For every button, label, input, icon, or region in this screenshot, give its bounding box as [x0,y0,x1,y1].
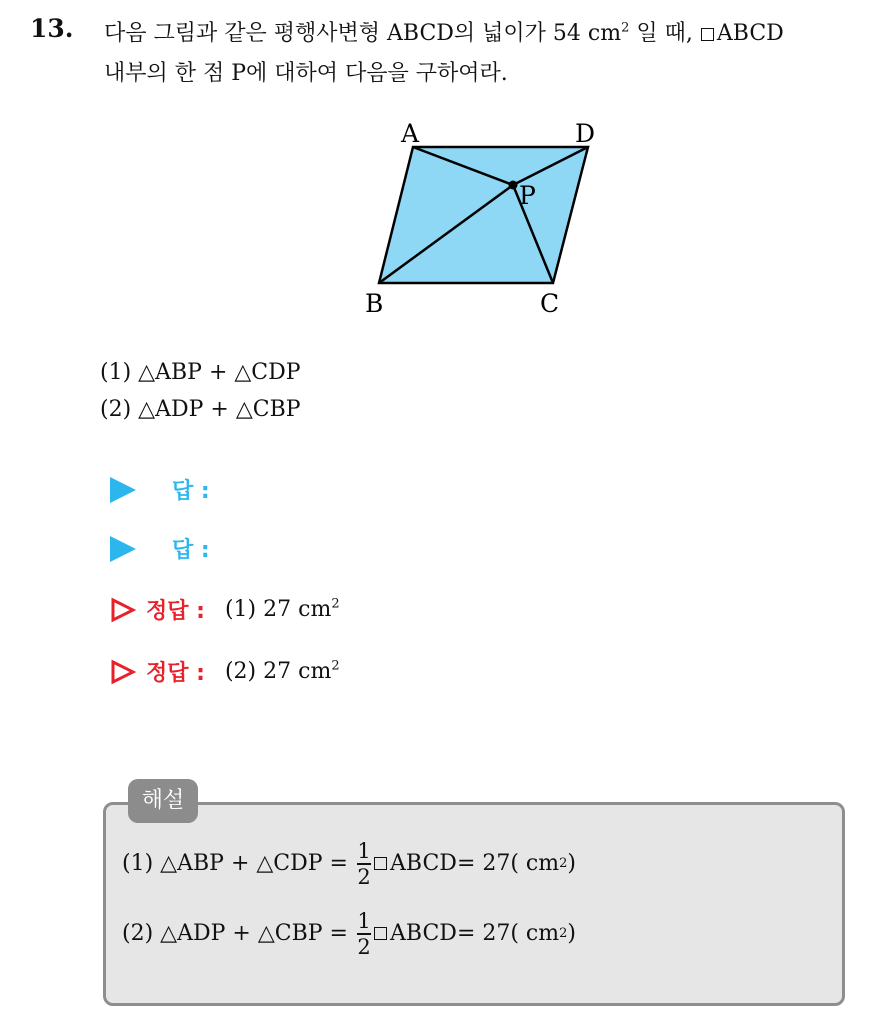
answer-label-2: 답 : [172,538,210,563]
explanation-lhs-1: △ABP + △CDP = [160,851,348,877]
fraction-half [357,840,371,888]
correct-answer-label-1: 정답 : [146,599,205,624]
answer-row-2[interactable] [110,533,210,564]
label-b: B [365,289,384,318]
parallelogram-figure [355,110,615,325]
label-p: P [519,181,536,210]
correct-answer-value-1 [225,597,340,622]
explanation-rhs-1: = 27( cm [456,851,560,877]
subquestion-1 [100,360,301,385]
explanation-tag: 해설 [128,779,198,823]
fraction-numerator: 1 [357,839,371,863]
correct-answer-value-2 [225,659,340,684]
fraction-denominator: 2 [357,864,371,889]
correct-answer-num-2: (2) [224,659,257,684]
parallelogram-shape [379,147,588,283]
parallelogram-symbol [701,28,714,41]
play-arrow-icon [110,477,136,503]
subquestion-2-num: (2) [100,397,132,422]
question-parallelogram-name: ABCD [716,21,784,46]
explanation-rhs-2: = 27( cm [456,921,560,947]
correct-answer-row-2 [110,656,340,687]
explanation-parallelogram-1: ABCD [390,851,457,877]
answer-label-1: 답 : [172,479,210,504]
fraction-numerator: 1 [357,909,371,933]
play-arrow-icon [110,536,136,562]
explanation-lhs-2: △ADP + △CBP = [160,921,348,947]
point-p [509,181,518,190]
explanation-num-2: (2) [122,921,154,947]
question-line-1-tail: 일 때, [629,21,700,46]
fraction-half [357,910,371,958]
subquestion-1-expr: △ABP + △CDP [138,360,301,385]
answer-row-1[interactable] [110,474,210,505]
correct-answer-num-1: (1) [224,597,257,622]
label-d: D [575,119,596,148]
correct-answer-label-2: 정답 : [146,661,205,686]
explanation-end-2: ) [567,921,576,947]
question-unit-sup: 2 [621,20,630,36]
subquestion-2-expr: △ADP + △CBP [138,397,301,422]
explanation-box [103,802,845,1006]
question-text [104,14,874,94]
explanation-line-2: (2) △ADP + △CBP = $\frac{1}{2}$ ABCD = 27( cm 2 ) [122,909,576,959]
explanation-end-1: ) [567,851,576,877]
question-line-1-main: 다음 그림과 같은 평행사변형 ABCD의 넓이가 54 cm [104,21,622,46]
question-line-1 [104,14,874,54]
explanation-line-1: (1) △ABP + △CDP = $\frac{1}{2}$ ABCD = 27( cm 2 ) [122,839,576,889]
label-c: C [540,289,560,318]
question-number: 13. [30,14,74,43]
correct-answer-sup-2: 2 [331,658,340,674]
parallelogram-symbol [374,927,387,940]
explanation-num-1: (1) [122,851,154,877]
parallelogram-symbol [374,857,387,870]
subquestion-2 [100,397,301,422]
explanation-parallelogram-2: ABCD [390,921,457,947]
correct-answer-row-1 [110,594,340,625]
outline-arrow-icon [110,597,136,623]
correct-answer-text-1: 27 cm [263,597,332,622]
fraction-denominator: 2 [357,934,371,959]
label-a: A [401,119,420,148]
outline-arrow-icon [110,659,136,685]
question-line-2: 내부의 한 점 P에 대하여 다음을 구하여라. [104,61,508,86]
correct-answer-sup-1: 2 [331,596,340,612]
subquestion-1-num: (1) [100,360,132,385]
correct-answer-text-2: 27 cm [263,659,332,684]
